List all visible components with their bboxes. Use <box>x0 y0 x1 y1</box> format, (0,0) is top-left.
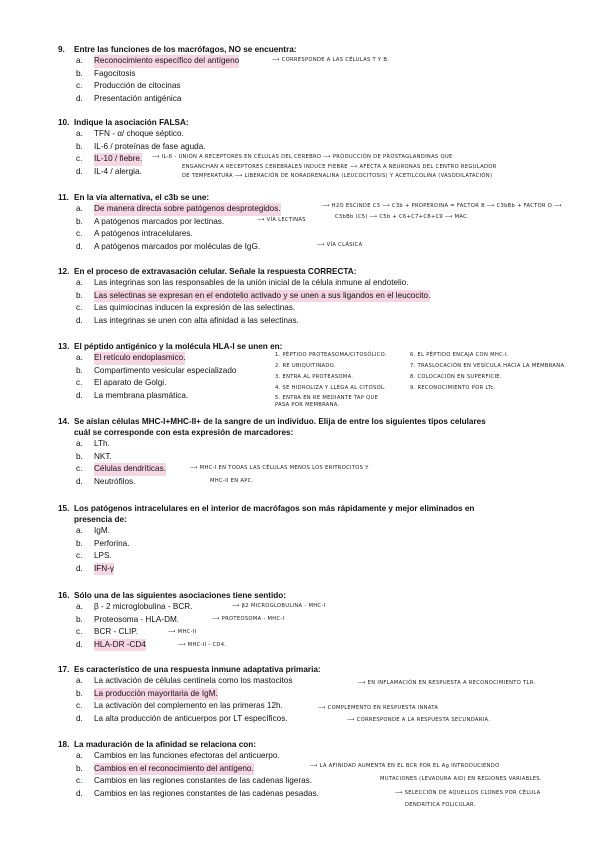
handwritten-note: ⟶ LA AFINIDAD AUMENTA EN EL BCR POR EL Ag INTRODUCIENDO <box>310 763 500 769</box>
option-a[interactable]: a. Las integrinas son las responsables de la unión inicial de la célula inmune al endotelio. <box>76 278 409 287</box>
handwritten-note: DE TEMPERATURA ⟶ LIBERACIÓN DE NORADRENALINA (LEUCOCITOSIS) Y ACETILCOLINA (VASODILATACIÓN) <box>182 173 493 179</box>
option-b[interactable]: b. Proteosoma - HLA-DM. <box>76 614 180 624</box>
question-15 <box>58 503 578 575</box>
handwritten-note: 7. TRASLOCACIÓN EN VESÍCULA HACIA LA MEMBRANA. <box>410 363 567 369</box>
question-title: 9. Entre las funciones de los macrófagos, NO se encuentra: <box>58 45 297 54</box>
handwritten-note: ⟶ MHC-I EN TODAS LAS CÉLULAS MENOS LOS ERITROCITOS Y <box>190 465 369 471</box>
handwritten-note: ⟶ β2 MICROGLOBULINA - MHC-I <box>232 603 326 609</box>
question-title: 15. Los patógenos intracelulares en el interior de macrófagos son más rápidamente y mejor eliminados en presencia de: <box>58 504 475 524</box>
option-a[interactable]: a. La activación de células centinela como los mastocitos <box>76 676 293 685</box>
option-b[interactable]: b. La producción mayoritaria de IgM. <box>58 688 578 701</box>
question-title: 11. En la vía alternativa, el c3b se une: <box>58 193 210 202</box>
handwritten-note: 6. EL PÉPTIDO ENCAJA CON MHC-I. <box>410 352 509 358</box>
handwritten-note: ⟶ MHC-II - CD4. <box>178 642 227 648</box>
option-d[interactable]: d. IL-4 / alergia. <box>76 166 142 176</box>
handwritten-note: 3. ENTRA AL PROTEASOMA. <box>275 374 354 380</box>
handwritten-note: 8. COLOCACIÓN EN SUPERFICIE. <box>410 374 502 380</box>
question-12 <box>58 266 578 327</box>
option-d[interactable]: d. Neutrófilos. <box>76 476 136 486</box>
handwritten-note: ⟶ PROTEOSOMA - MHC-I <box>212 616 285 622</box>
handwritten-note: 4. SE HIDROLIZA Y LLEGA AL CITOSOL. <box>275 385 387 391</box>
option-c[interactable]: c. Cambios en las regiones constantes de las cadenas ligeras. <box>76 776 313 786</box>
option-d[interactable]: d. La membrana plasmática. <box>76 390 189 400</box>
handwritten-note: MHC-II EN APC. <box>210 478 254 484</box>
option-b[interactable]: b. Fagocitosis <box>76 68 136 78</box>
handwritten-note: ENGANCHAN A RECEPTORES CEREBRALES INDUCE FIEBRE ⟶ AFECTA A NEURONAS DEL CENTRO REGULADOR <box>182 164 497 170</box>
option-c[interactable]: c. Producción de citocinas <box>76 81 181 91</box>
option-c[interactable]: c. LPS. <box>76 551 112 561</box>
handwritten-note: DENDRÍTICA FOLICULAR. <box>405 802 476 808</box>
option-a[interactable]: a. IgM. <box>76 526 110 535</box>
handwritten-note: ⟶ SELECCIÓN DE AQUELLOS CLONES POR CÉLULA <box>395 790 541 796</box>
question-title: 14. Se aíslan células MHC-I+MHC-II+ de la sangre de un individuo. Elija de entre los siguientes tipos celulares cuál se corresponde con esta expresión de marcadores: <box>58 417 486 437</box>
handwritten-note: ⟶ COMPLEMENTO EN RESPUESTA INNATA <box>318 705 439 711</box>
handwritten-note: ⟶ CORRESPONDE A LA RESPUESTA SECUNDARIA. <box>347 717 491 723</box>
handwritten-note: ⟶ EN INFLAMACIÓN EN RESPUESTA A RECONOCIMIENTO TLR. <box>358 680 536 686</box>
handwritten-note: ⟶ VÍA LECTINAS <box>257 217 306 223</box>
option-c[interactable]: c. Células dendríticas. <box>58 463 578 476</box>
question-title: 16. Sólo una de las siguientes asociaciones tiene sentido: <box>58 591 287 600</box>
handwritten-note: ⟶ CORRESPONDE A LAS CÉLULAS T Y B. <box>272 57 390 63</box>
option-a[interactable]: a. De manera directa sobre patógenos desprotegidos. <box>58 203 578 216</box>
question-title: 17. Es característico de una respuesta inmune adaptativa primaria: <box>58 665 321 674</box>
handwritten-note: ⟶ VÍA CLÁSICA <box>317 242 363 248</box>
handwritten-note: ⟶ MHC-II <box>168 629 197 635</box>
question-title: 10. Indique la asociación FALSA: <box>58 118 189 127</box>
option-b[interactable]: b. Cambios en el reconocimiento del antígeno. <box>58 763 578 776</box>
option-c[interactable]: c. A patógenos intracelulares. <box>76 229 193 239</box>
option-d[interactable]: d. Cambios en las regiones constantes de las cadenas pesadas. <box>76 788 319 798</box>
option-d[interactable]: d. IFN-γ <box>58 563 578 576</box>
handwritten-note: ⟶ IL-6 - UNIÓN A RECEPTORES EN CÉLULAS DEL CEREBRO ⟶ PRODUCCIÓN DE PROSTAGLANDINAS QUE <box>152 154 453 160</box>
handwritten-note: 5. ENTRA EN RE MEDIANTE TAP QUE PASA POR MEMBRANA. <box>275 395 379 408</box>
option-c[interactable]: c. Las quimiocinas inducen la expresión de las selectinas. <box>76 303 296 313</box>
option-b[interactable]: b. Las selectinas se expresan en el endotelio activado y se unen a sus ligandos en el leucocito. <box>58 290 578 303</box>
handwritten-note: 2. RE UBIQUITINADO. <box>275 363 336 369</box>
option-d[interactable]: d. Presentación antigénica <box>76 93 182 103</box>
option-a[interactable]: a. El retículo endoplasmico. <box>58 352 578 365</box>
option-a[interactable]: a. Reconocimiento específico del antígeno <box>58 55 578 68</box>
option-a[interactable]: a. LTh. <box>76 439 110 448</box>
question-title: 12. En el proceso de extravasación celular. Señale la respuesta CORRECTA: <box>58 267 357 276</box>
option-c[interactable]: c. La activación del complemento en las primeras 12h. <box>76 701 283 711</box>
option-d[interactable]: d. La alta producción de anticuerpos por LT específicos. <box>76 713 288 723</box>
option-b[interactable]: b. IL-6 / proteínas de fase aguda. <box>76 141 206 151</box>
option-c[interactable]: c. BCR - CLIP. <box>76 627 138 637</box>
question-17 <box>58 664 578 725</box>
option-b[interactable]: b. NKT. <box>76 451 112 461</box>
question-14 <box>58 416 578 488</box>
option-d[interactable]: d. HLA-DR -CD4 <box>58 639 578 652</box>
handwritten-note: C3bBb (C5) ⟶ C5b + C6+C7+C8+C9 ⟶ MAC. <box>335 214 470 220</box>
option-a[interactable]: a. TFN - α/ choque séptico. <box>76 129 184 138</box>
question-9 <box>58 44 578 105</box>
option-b[interactable]: b. A patógenos marcados por lectinas. <box>76 216 225 226</box>
option-d[interactable]: d. A patógenos marcados por moléculas de IgG. <box>76 241 261 251</box>
handwritten-note: 1. PÉPTIDO PROTEASOMA/CITOSÓLICO. <box>275 352 387 358</box>
option-a[interactable]: a. Cambios en las funciones efectoras del anticuerpo. <box>76 751 280 760</box>
option-a[interactable]: a. β - 2 microglobulina - BCR. <box>76 602 193 611</box>
option-d[interactable]: d. Las integrinas se unen con alta afinidad a las selectinas. <box>76 315 299 325</box>
handwritten-note: 9. RECONOCIMIENTO POR LTc. <box>410 385 496 391</box>
question-title: 18. La maduración de la afinidad se relaciona con: <box>58 740 256 749</box>
question-title: 13. El péptido antigénico y la molécula HLA-I se unen en: <box>58 342 283 351</box>
option-c[interactable]: c. El aparato de Golgi. <box>76 378 167 388</box>
option-b[interactable]: b. Compartimento vesicular especializado <box>76 365 237 375</box>
question-16 <box>58 590 578 651</box>
option-b[interactable]: b. Perforina. <box>76 538 130 548</box>
handwritten-note: ⟶ H2O ESCINDE C3 ⟶ C3b + PROPERDINA = FACTOR B ⟶ C3bBb + FACTOR D ⟶ <box>322 203 562 209</box>
option-c[interactable]: c. IL-10 / fiebre. <box>58 153 578 166</box>
question-13 <box>58 341 578 402</box>
handwritten-note: MUTACIONES (LEVADURA AID) EN REGIONES VARIABLES. <box>380 776 542 782</box>
